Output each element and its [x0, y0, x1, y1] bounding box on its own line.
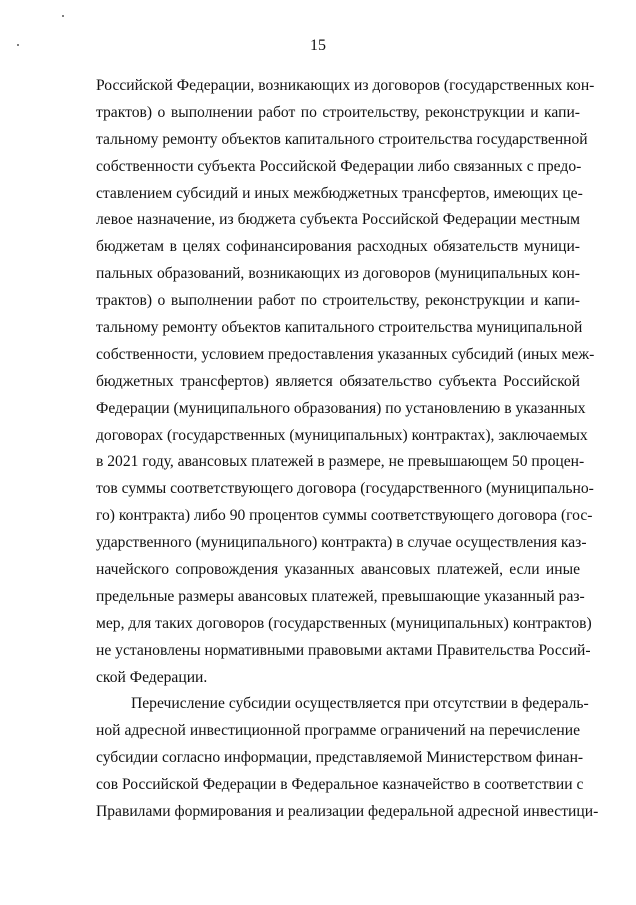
text-line: ной адресной инвестиционной программе ограничений на перечисление	[96, 722, 580, 740]
paragraph-2	[96, 691, 599, 825]
text-line: Правилами формирования и реализации федеральной адресной инвестици-	[96, 803, 599, 821]
text-line: пальных образований, возникающих из договоров (муниципальных кон-	[96, 265, 580, 283]
text-line: левое назначение, из бюджета субъекта Российской Федерации местным	[96, 211, 580, 229]
text-line: договорах (государственных (муниципальных) контрактах), заключаемых	[96, 426, 588, 444]
text-line: Федерации (муниципального образования) по установлению в указанных	[96, 399, 586, 417]
text-line: ударственного (муниципального) контракта) в случае осуществления каз-	[96, 534, 587, 552]
text-line: тов суммы соответствующего договора (государственного (муниципально-	[96, 480, 594, 498]
text-line: в 2021 году, авансовых платежей в размере, не превышающем 50 процен-	[96, 453, 585, 471]
text-line: ской Федерации.	[96, 668, 208, 686]
text-line: тальному ремонту объектов капитального строительства государственной	[96, 130, 588, 148]
text-line: начейского сопровождения указанных авансовых платежей, если иные	[96, 561, 580, 579]
text-line: субсидии согласно информации, представляемой Министерством финан-	[96, 749, 584, 767]
body-text	[96, 73, 599, 826]
text-line: собственности субъекта Российской Федерации либо связанных с предо-	[96, 157, 582, 175]
text-line: мер, для таких договоров (государственных (муниципальных) контрактов)	[96, 614, 592, 632]
text-line: не установлены нормативными правовыми актами Правительства Россий-	[96, 641, 591, 659]
text-line: предельные размеры авансовых платежей, превышающие указанный раз-	[96, 587, 585, 605]
text-line: ставлением субсидий и иных межбюджетных трансфертов, имеющих це-	[96, 184, 583, 202]
page-number: 15	[310, 37, 326, 54]
paragraph-1	[96, 73, 595, 691]
text-line: бюджетных трансфертов) является обязательство субъекта Российской	[96, 372, 580, 390]
text-line: Российской Федерации, возникающих из договоров (государственных кон-	[96, 77, 595, 94]
text-line: Перечисление субсидии осуществляется при отсутствии в федераль-	[131, 695, 589, 713]
text-line: бюджетам в целях софинансирования расходных обязательств муници-	[96, 238, 580, 256]
scan-speck	[17, 44, 19, 46]
text-line: го) контракта) либо 90 процентов суммы соответствующего договора (гос-	[96, 507, 593, 525]
scan-speck	[62, 15, 64, 17]
text-line: тальному ремонту объектов капитального строительства муниципальной	[96, 319, 583, 337]
text-line: трактов) о выполнении работ по строительству, реконструкции и капи-	[96, 292, 580, 310]
text-line: сов Российской Федерации в Федеральное казначейство в соответствии с	[96, 776, 584, 794]
text-line: трактов) о выполнении работ по строительству, реконструкции и капи-	[96, 103, 580, 121]
text-line: собственности, условием предоставления указанных субсидий (иных меж-	[96, 345, 595, 363]
